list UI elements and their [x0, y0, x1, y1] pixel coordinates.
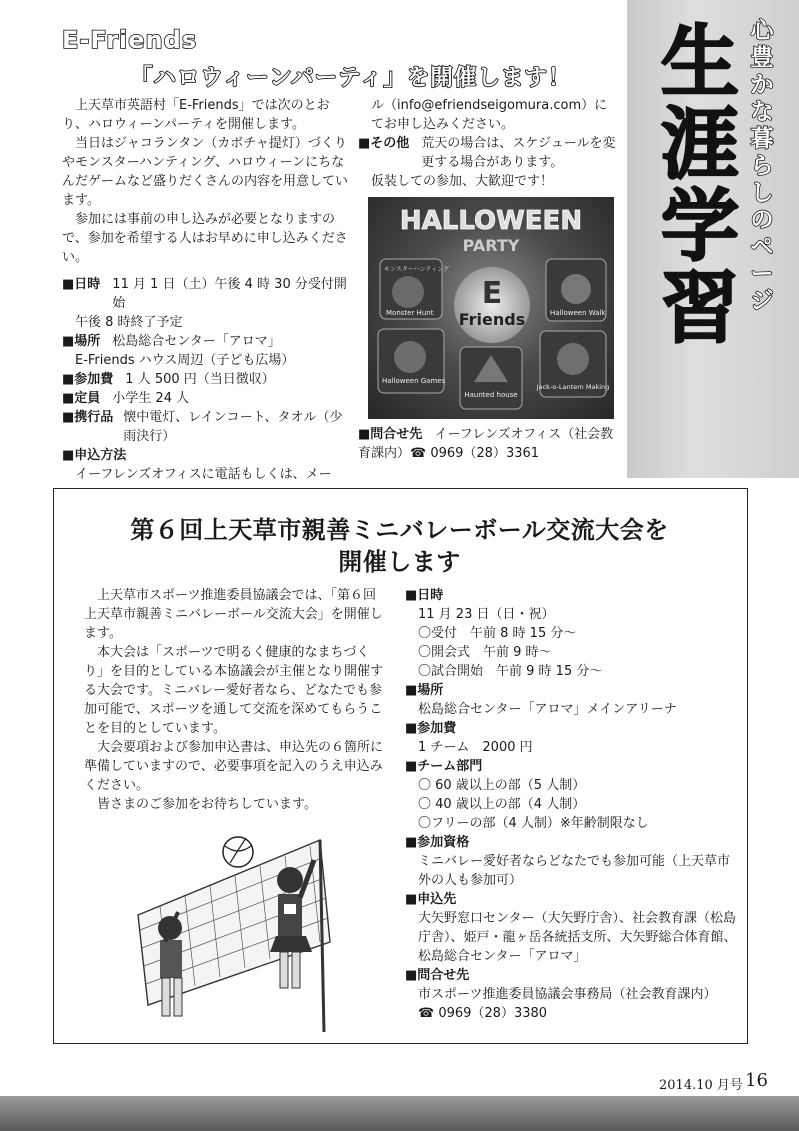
photo-label-2: Halloween Walk [550, 309, 606, 317]
efriends-other-value: 荒天の場合は、スケジュールを変更する場合があります。 [421, 136, 616, 170]
vb-date-line-1: 〇受付 午前 8 時 15 分～ [418, 626, 577, 641]
volleyball-para-3: 大会要項および参加申込書は、申込先の６箇所に準備していますので、必要事項を記入のうえ申込みください。 [84, 740, 384, 793]
halloween-poster-graphic [368, 197, 614, 419]
efriends-para-1: 上天草市英語村「E-Friends」では次のとおり、ハロウィーンパーティを開催します。 [62, 98, 330, 132]
side-subtitle-char: ペ [750, 234, 774, 260]
side-banner-title [650, 18, 750, 354]
volleyball-title-line-1: 第６回上天草市親善ミニバレーボール交流大会を [130, 516, 669, 544]
efriends-title: 「ハロウィーンパーティ」を開催します！ [130, 65, 572, 91]
efriends-contact-label: ■問合せ先 [358, 427, 423, 442]
vb-place: 松島総合センター「アロマ」メインアリーナ [418, 702, 677, 717]
side-title-char: 涯 [660, 100, 739, 190]
side-banner-subtitle [748, 18, 776, 315]
efriends-brand: E-Friends [62, 26, 198, 54]
vb-date-line-2: 〇開会式 午前 9 時～ [418, 645, 552, 660]
side-title-char: 生 [660, 18, 739, 108]
vb-date-label: ■日時 [405, 588, 444, 603]
side-subtitle-char: な [750, 99, 774, 125]
efriends-items-label: ■携行品 [62, 410, 114, 425]
volleyball-right-column [405, 586, 740, 1023]
vb-contact: 市スポーツ推進委員協議会事務局（社会教育課内） [418, 987, 717, 1002]
efriends-left-column [62, 96, 352, 484]
volleyball-para-2: 本大会は「スポーツで明るく健康的なまちづくり」を目的としている本協議会が主催となり開催する大会です。ミニバレー愛好者なら、どなたでも参加可能で、スポーツを通して交流を深めてもらうことを目的としています。 [84, 645, 384, 736]
efriends-capacity-value: 小学生 24 人 [112, 391, 190, 406]
efriends-place-value-2: E-Friends ハウス周辺（子ども広場） [75, 353, 295, 368]
side-title-char: 学 [660, 182, 739, 272]
halloween-party-photo [368, 197, 614, 419]
vb-division-1: 〇 60 歳以上の部（5 人制） [418, 778, 586, 793]
photo-center-letter: E [481, 276, 503, 311]
efriends-contact-value: イーフレンズオフィス（社会教育課内）☎ 0969（28）3361 [358, 427, 614, 461]
side-subtitle-char: の [750, 207, 774, 233]
photo-label-1: Monster Hunt [386, 309, 434, 317]
footer-page-number: 16 [745, 1070, 768, 1091]
side-subtitle-char: 暮 [750, 126, 774, 152]
vb-contact-label: ■問合せ先 [405, 968, 470, 983]
side-subtitle-char: か [750, 72, 774, 98]
efriends-place-value: 松島総合センター「アロマ」 [112, 334, 281, 349]
vb-division-label: ■チーム部門 [405, 759, 483, 774]
efriends-fee [62, 370, 352, 389]
efriends-apply-label: ■申込方法 [62, 448, 127, 463]
vb-division-2: 〇 40 歳以上の部（4 人制） [418, 797, 586, 812]
efriends-other [358, 134, 620, 172]
bottom-bar [0, 1096, 799, 1131]
efriends-right-column [358, 96, 620, 191]
efriends-other-value-2: 仮装しての参加、大歓迎です！ [371, 174, 554, 189]
efriends-para-2: 当日はジャコランタン（カボチャ提灯）づくりやモンスターハンティング、ハロウィーンにちなんだゲームなど盛りだくさんの内容を用意しています。 [62, 136, 349, 208]
efriends-capacity [62, 389, 352, 408]
footer-issue: 2014.10 月号 [659, 1078, 743, 1093]
efriends-contact-line [358, 425, 623, 463]
photo-label-4: Haunted house [464, 391, 518, 399]
photo-label-3: Halloween Games [382, 377, 446, 385]
efriends-fee-value: 1 人 500 円（当日徴収） [125, 372, 275, 387]
vb-date: 11 月 23 日（日・祝） [418, 607, 555, 622]
efriends-para-3: 参加には事前の申し込みが必要となりますので、参加を希望する人はお早めに申し込みください。 [62, 212, 348, 265]
efriends-fee-label: ■参加費 [62, 372, 114, 387]
vb-fee: 1 チーム 2000 円 [418, 740, 533, 755]
photo-headline-2: PARTY [462, 236, 520, 255]
side-subtitle-char: ジ [750, 288, 774, 314]
vb-place-label: ■場所 [405, 683, 444, 698]
side-subtitle-char: 豊 [750, 45, 774, 71]
photo-center: Friends [458, 310, 526, 329]
efriends-items [62, 408, 352, 446]
vb-eligibility: ミニバレー愛好者ならどなたでも参加可能（上天草市外の人も参加可） [418, 854, 731, 888]
vb-date-line-3: 〇試合開始 午前 9 時 15 分～ [418, 664, 603, 679]
efriends-apply-value: イーフレンズオフィスに電話もしくは、メー [75, 467, 332, 482]
volleyball-title-line-2: 開催します [338, 548, 461, 576]
vb-division-3: 〇フリーの部（4 人制）※年齢制限なし [418, 816, 649, 831]
efriends-date-value: 11 月 1 日（土）午後 4 時 30 分受付開始 [112, 277, 347, 311]
side-subtitle-char: 心 [750, 18, 774, 44]
efriends-place-label: ■場所 [62, 334, 101, 349]
photo-label-5: Jack-o-Lantern Making [536, 383, 610, 391]
efriends-place [62, 332, 352, 351]
side-subtitle-char: ら [750, 153, 774, 179]
volleyball-left-column [84, 586, 388, 814]
side-title-char: 習 [660, 264, 739, 354]
efriends-contact [358, 425, 623, 463]
efriends-capacity-label: ■定員 [62, 391, 101, 406]
volleyball-illustration [130, 820, 360, 1032]
efriends-date-label: ■日時 [62, 277, 101, 292]
vb-eligibility-label: ■参加資格 [405, 835, 470, 850]
photo-headline: HALLOWEEN [399, 206, 583, 236]
photo-tag-top: モンスターハンティング [384, 266, 449, 273]
side-subtitle-char: ー [750, 261, 774, 287]
efriends-items-value: 懐中電灯、レインコート、タオル（少雨決行） [123, 410, 343, 444]
efriends-date [62, 275, 352, 313]
vb-apply: 大矢野窓口センター（大矢野庁舎）、社会教育課（松島庁舎）、姫戸・龍ヶ岳各統括支所、大矢野総合体育館、松島総合センター「アロマ」 [418, 911, 737, 964]
volleyball-para-4: 皆さまのご参加をお待ちしています。 [97, 797, 317, 812]
volleyball-para-1: 上天草市スポーツ推進委員協議会では、「第６回上天草市親善ミニバレーボール交流大会」を開催します。 [84, 588, 383, 641]
efriends-other-label: ■その他 [358, 136, 410, 151]
vb-contact-tel: ☎ 0969（28）3380 [418, 1006, 548, 1021]
side-subtitle-char: し [750, 180, 774, 206]
efriends-apply-cont: ル（info@efriendseigomura.com）にてお申し込みください。 [371, 98, 608, 132]
vb-fee-label: ■参加費 [405, 721, 457, 736]
efriends-date-value-2: 午後 8 時終了予定 [75, 315, 183, 330]
vb-apply-label: ■申込先 [405, 892, 457, 907]
